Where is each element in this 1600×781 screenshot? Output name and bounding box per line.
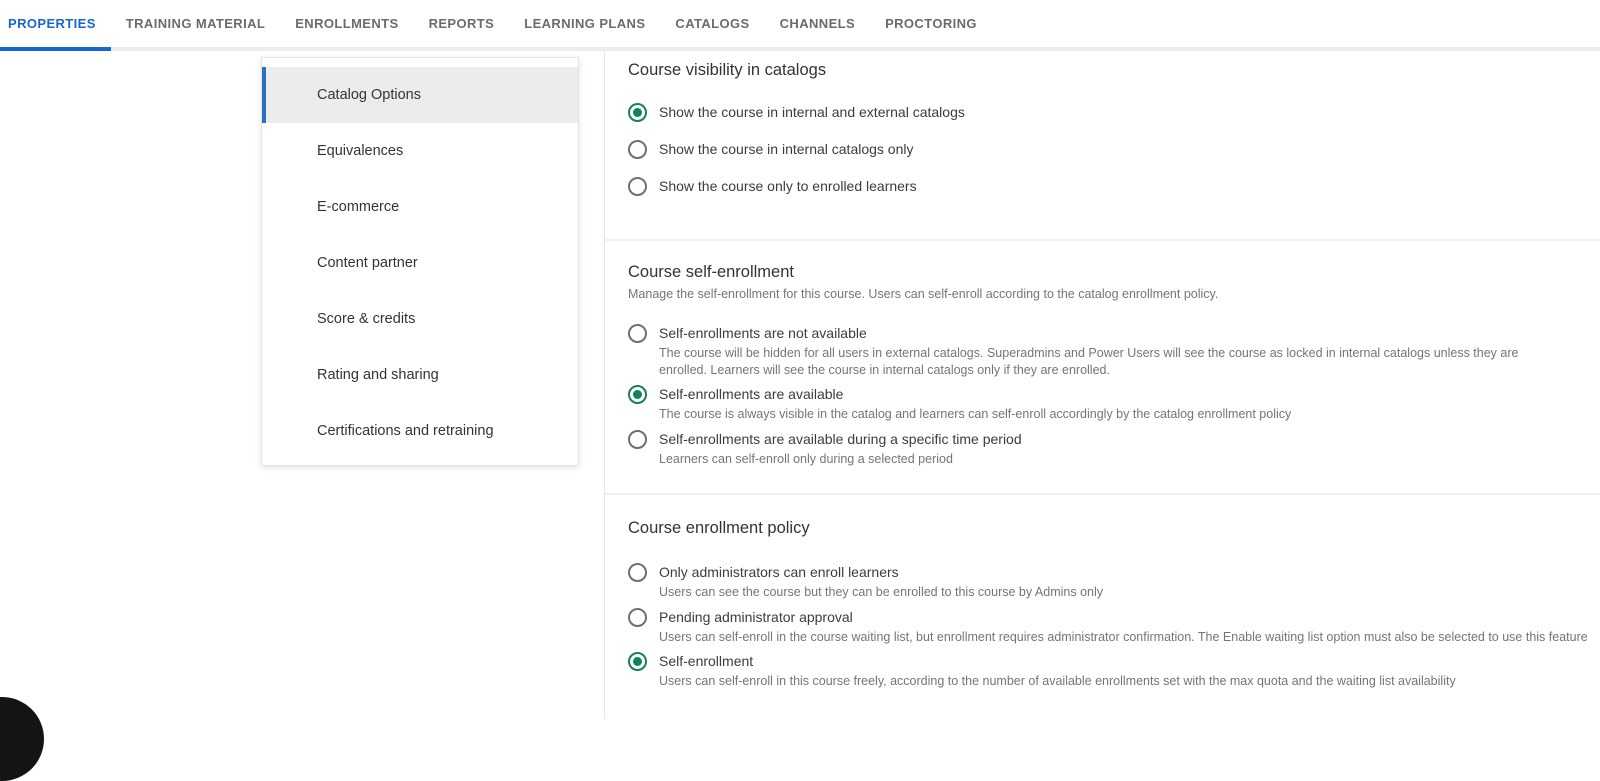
radio-selected-icon[interactable] [628, 652, 647, 671]
sidebar-item-e-commerce[interactable]: E-commerce [262, 179, 578, 235]
radio-option-label: Self-enrollment [659, 653, 754, 669]
radio-option-description: The course is always visible in the catalog and learners can self-enroll accordingly by the catalog enrollment policy [659, 407, 1292, 421]
section-course-visibility [628, 59, 1600, 196]
radio-unselected-icon[interactable] [628, 140, 647, 159]
section-divider [605, 493, 1600, 495]
section-course-enrollment-policy [628, 517, 1600, 690]
radio-selected-icon[interactable] [628, 103, 647, 122]
radio-option-self-enrollment[interactable] [628, 651, 1600, 690]
catalog-options-panel [604, 51, 1600, 719]
radio-unselected-icon[interactable] [628, 430, 647, 449]
radio-option-description: The course will be hidden for all users in external catalogs. Superadmins and Power Users will see the course as locked in internal catalogs unless they are enrolled. Learners will see the course in internal catalogs only if they are enrolled. [659, 346, 1519, 377]
radio-option-description: Users can self-enroll in this course freely, according to the number of available enrollments set with the max quota and the waiting list availability [659, 674, 1456, 688]
radio-option-show-internal-external[interactable] [628, 102, 1600, 122]
radio-option-show-enrolled-only[interactable] [628, 176, 1600, 196]
section-title: Course enrollment policy [628, 519, 810, 537]
radio-option-label: Self-enrollments are not available [659, 325, 867, 341]
tab-proctoring[interactable]: PROCTORING [885, 16, 977, 31]
sidebar-item-score-credits[interactable]: Score & credits [262, 291, 578, 347]
tab-properties[interactable]: PROPERTIES [0, 0, 111, 51]
radio-selected-icon[interactable] [628, 385, 647, 404]
sidebar-item-equivalences[interactable]: Equivalences [262, 123, 578, 179]
radio-unselected-icon[interactable] [628, 563, 647, 582]
sidebar-item-certifications-and-retraining[interactable]: Certifications and retraining [262, 403, 578, 459]
properties-menu [261, 57, 579, 466]
radio-unselected-icon[interactable] [628, 608, 647, 627]
tab-channels[interactable]: CHANNELS [779, 16, 856, 31]
section-divider [605, 239, 1600, 241]
corner-widget[interactable] [0, 697, 44, 781]
section-course-self-enrollment [628, 261, 1600, 467]
sidebar-item-content-partner[interactable]: Content partner [262, 235, 578, 291]
radio-option-label: Self-enrollments are available [659, 386, 844, 402]
sidebar-item-rating-and-sharing[interactable]: Rating and sharing [262, 347, 578, 403]
radio-unselected-icon[interactable] [628, 324, 647, 343]
radio-option-show-internal-only[interactable] [628, 139, 1600, 159]
tab-reports[interactable]: REPORTS [428, 16, 495, 31]
section-title: Course self-enrollment [628, 263, 794, 281]
radio-option-label: Show the course in internal catalogs only [659, 141, 914, 157]
course-tab-bar [0, 0, 1600, 51]
radio-option-label: Show the course only to enrolled learners [659, 178, 917, 194]
radio-option-admins-only-enroll[interactable] [628, 562, 1600, 601]
radio-option-label: Self-enrollments are available during a specific time period [659, 430, 1022, 447]
radio-option-label: Pending administrator approval [659, 608, 853, 625]
sidebar-item-catalog-options[interactable]: Catalog Options [262, 67, 578, 123]
radio-option-label: Only administrators can enroll learners [659, 564, 899, 580]
radio-option-description: Users can see the course but they can be enrolled to this course by Admins only [659, 585, 1103, 599]
tab-enrollments[interactable]: ENROLLMENTS [295, 16, 399, 31]
radio-unselected-icon[interactable] [628, 177, 647, 196]
radio-option-pending-admin-approval[interactable] [628, 607, 1600, 646]
radio-option-self-enroll-not-available[interactable] [628, 323, 1600, 378]
section-description: Manage the self-enrollment for this course. Users can self-enroll according to the catalog enrollment policy. [628, 287, 1219, 301]
tab-catalogs[interactable]: CATALOGS [675, 16, 750, 31]
radio-option-self-enroll-available[interactable] [628, 384, 1600, 423]
radio-option-self-enroll-time-period[interactable] [628, 429, 1600, 468]
radio-option-description: Users can self-enroll in the course waiting list, but enrollment requires administrator confirmation. The Enable waiting list option must also be selected to use this feature [659, 629, 1588, 644]
radio-option-description: Learners can self-enroll only during a selected period [659, 451, 953, 466]
radio-option-label: Show the course in internal and external catalogs [659, 104, 965, 120]
section-title: Course visibility in catalogs [628, 61, 827, 79]
tab-training-material[interactable]: TRAINING MATERIAL [125, 16, 266, 31]
tab-learning-plans[interactable]: LEARNING PLANS [524, 16, 646, 31]
